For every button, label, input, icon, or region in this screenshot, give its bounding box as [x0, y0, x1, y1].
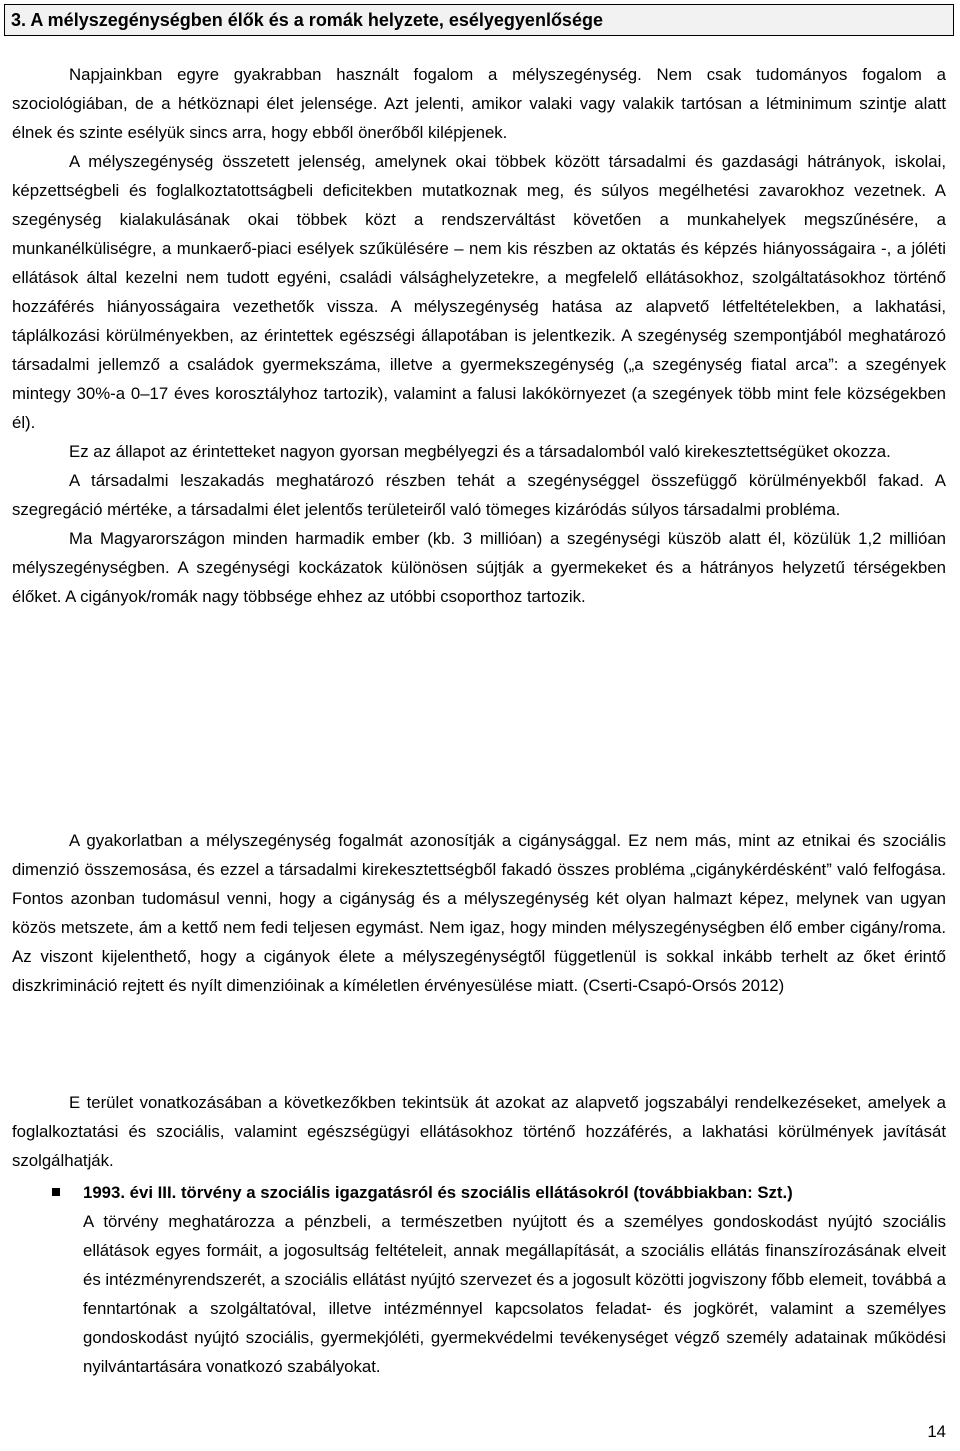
paragraph: E terület vonatkozásában a következőkben tekintsük át azokat az alapvető jogszabályi rendelkezéseket, amelyek a foglalkoztatási és szociális, valamint egészségügyi ellátásokhoz történő hozzáférés, a lakhatási körülmények javítását szolgálhatják. [12, 1093, 946, 1170]
law-description: A törvény meghatározza a pénzbeli, a természetben nyújtott és a személyes gondoskodást nyújtó szociális ellátások egyes formáit, a jogosultság feltételeit, annak megállapítását, a szociális ellátás finanszírozásának elveit és intézményrendszerét, a szociális ellátást nyújtó szervezet és a jogosult közötti jogviszony főbb elemeit, továbbá a fenntartónak a szolgáltatóval, illetve intézménnyel kapcsolatos feladat- és jogkörét, valamint a személyes gondoskodást nyújtó szociális, gyermekjóléti, gyermekvédelmi tevékenységet végző személy adatainak működési nyilvántartására vonatkozó szabályokat. [83, 1212, 946, 1376]
paragraph: A gyakorlatban a mélyszegénység fogalmát azonosítják a cigánysággal. Ez nem más, mint az etnikai és szociális dimenzió összemosása, és ezzel a társadalmi kirekesztettségből fakadó összes probléma „cigánykérdésként” való felfogása. Fontos azonban tudomásul venni, hogy a cigányság és a mélyszegénység két olyan halmazt képez, melynek van ugyan közös metszete, ám a kettő nem fedi teljesen egymást. Nem igaz, hogy minden mélyszegénységben élő ember cigány/roma. Az viszont kijelenthető, hogy a cigányok élete a mélyszegénységtől függetlenül is sokkal inkább terhelt az őket érintő diszkrimináció rejtett és nyílt dimenzióinak a kíméletlen érvényesülése miatt. (Cserti-Csapó-Orsós 2012) [12, 831, 946, 995]
body-text-intro [12, 60, 946, 611]
square-bullet-icon [52, 1188, 60, 1196]
paragraph: Ma Magyarországon minden harmadik ember (kb. 3 millióan) a szegénységi küszöb alatt él, közülük 1,2 millióan mélyszegénységben. A szegénységi kockázatok különösen sújtják a gyermekeket és a hátrányos helyzetű térségekben élőket. A cigányok/romák nagy többsége ehhez az utóbbi csoporthoz tartozik. [12, 529, 946, 606]
page-number: 14 [927, 1422, 946, 1441]
paragraph: Ez az állapot az érintetteket nagyon gyorsan megbélyegzi és a társadalomból való kirekesztettségüket okozza. [69, 442, 891, 461]
paragraph: Napjainkban egyre gyakrabban használt fogalom a mélyszegénység. Nem csak tudományos fogalom a szociológiában, de a hétköznapi élet jelensége. Azt jelenti, amikor valaki vagy valakik tartósan a létminimum szintje alatt élnek és szinte esélyük sincs arra, hogy ebből önerőből kilépjenek. [12, 65, 946, 142]
body-text-legal-intro [12, 1088, 946, 1175]
paragraph: A mélyszegénység összetett jelenség, amelynek okai többek között társadalmi és gazdasági hátrányok, iskolai, képzettségbeli és foglalkoztatottságbeli deficitekben mutatkoznak meg, és súlyos megélhetési zavarokhoz vezetnek. A szegénység kialakulásának okai többek közt a rendszerváltást követően a munkahelyek megszűnésére, a munkanélküliségre, a munkaerő-piaci esélyek szűkülésére – nem kis részben az oktatás és képzés hiányosságaira -, a jóléti ellátások által kezelni nem tudott egyéni, családi válsághelyzetekre, a megfelelő ellátásokhoz, szolgáltatásokhoz történő hozzáférés hiányosságaira vezethetők vissza. A mélyszegénység hatása az alapvető létfeltételekben, a lakhatási, táplálkozási körülményekben, az érintettek egészségi állapotában is jelentkezik. A szegénység szempontjából meghatározó társadalmi jellemző a családok gyermekszáma, illetve a gyermekszegénység („a szegénység fiatal arca”: a szegények mintegy 30%-a 0–17 éves korosztályhoz tartozik), valamint a falusi lakókörnyezet (a szegények több mint fele községekben él). [12, 152, 946, 432]
law-title: 1993. évi III. törvény a szociális igazgatásról és szociális ellátásokról (továbbiakban: Szt.) [83, 1183, 793, 1202]
section-heading-text: 3. A mélyszegénységben élők és a romák helyzete, esélyegyenlősége [11, 10, 603, 30]
section-heading [4, 4, 954, 36]
body-text-roma [12, 826, 946, 1000]
paragraph: A társadalmi leszakadás meghatározó részben tehát a szegénységgel összefüggő körülményekből fakad. A szegregáció mértéke, a társadalmi élet jelentős területeiről való tömeges kizáródás súlyos társadalmi probléma. [12, 471, 946, 519]
